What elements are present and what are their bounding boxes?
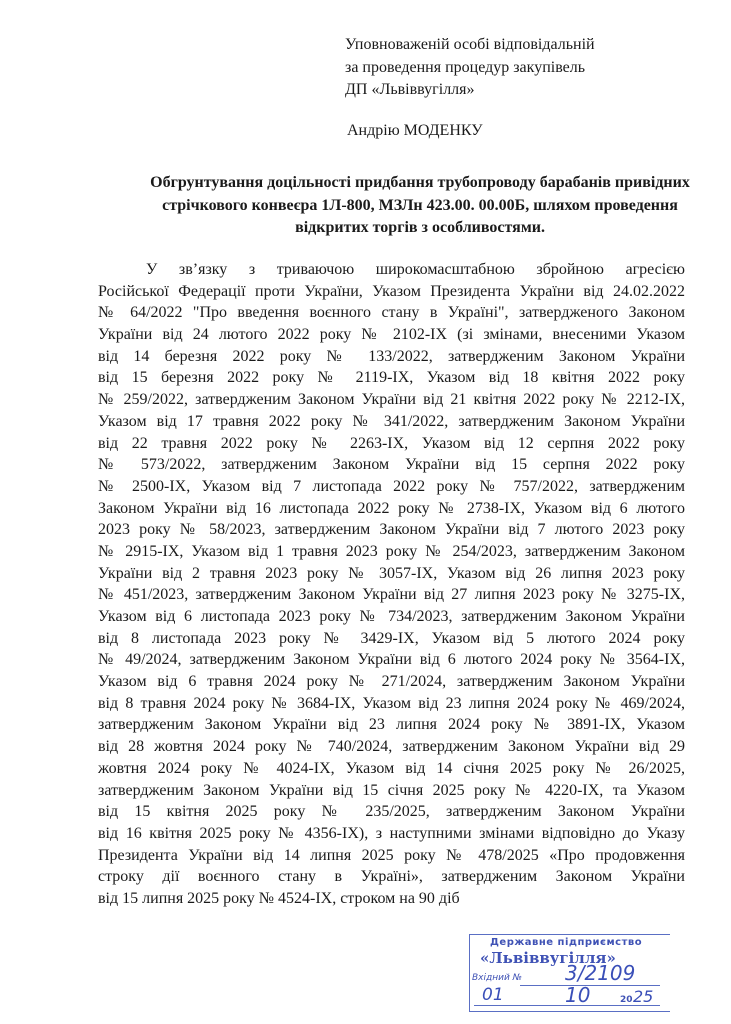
body-line: № 2915-IX, Указом від 1 травня 2023 року № 254/2023, затвердженим Законом bbox=[98, 542, 685, 560]
addressee-line: Уповноваженій особі відповідальній bbox=[345, 36, 595, 53]
body-line: від 8 травня 2024 року № 3684-IX, Указом від 23 липня 2024 року № 469/2024, bbox=[98, 694, 685, 712]
body-line: № 573/2022, затвердженим Законом України від 15 серпня 2022 року bbox=[98, 456, 685, 474]
body-line: від 28 жовтня 2024 року № 740/2024, затвердженим Законом України від 29 bbox=[98, 738, 685, 756]
body-line: від 15 липня 2025 року № 4524-IX, строком на 90 діб bbox=[98, 889, 460, 907]
body-line: жовтня 2024 року № 4024-IX, Указом від 14 січня 2025 року № 26/2025, bbox=[98, 759, 685, 777]
title-line: стрічкового конвеєра 1Л-800, МЗЛн 423.00. 00.00Б, шляхом проведення bbox=[162, 196, 678, 214]
stamp-incoming-number: 3/2109 bbox=[565, 961, 636, 985]
body-line: Президента України від 14 липня 2025 року № 478/2025 «Про продовження bbox=[98, 846, 685, 864]
body-line: строку дії воєнного стану в Україні», затвердженим Законом України bbox=[98, 868, 685, 886]
body-line: затвердженим Законом України від 15 січня 2025 року № 4220-IX, та Указом bbox=[98, 781, 685, 799]
body-line: № 64/2022 "Про введення воєнного стану в Україні", затвердженого Законом bbox=[98, 304, 685, 322]
body-line: № 451/2023, затвердженим Законом України від 27 липня 2023 року № 3275-IX, bbox=[98, 586, 685, 604]
body-line: У зв’язку з триваючою широкомасштабною збройною агресією bbox=[146, 261, 685, 278]
stamp-day: 01 bbox=[482, 985, 504, 1005]
body-line: України від 2 травня 2023 року № 3057-IX, Указом від 26 липня 2023 року bbox=[98, 564, 685, 582]
stamp-year-prefix: 20 bbox=[620, 995, 633, 1005]
body-line: від 16 квітня 2025 року № 4356-IX), з наступними змінами відповідно до Указу bbox=[98, 824, 685, 842]
body-line: 2023 року № 58/2023, затвердженим Законом України від 7 лютого 2023 року bbox=[98, 521, 685, 539]
body-line: від 15 березня 2022 року № 2119-IX, Указом від 18 квітня 2022 року bbox=[98, 369, 685, 387]
stamp-org-name: «Львіввугілля» bbox=[480, 949, 616, 967]
body-line: № 2500-IX, Указом від 7 листопада 2022 року № 757/2022, затвердженим bbox=[98, 477, 685, 495]
addressee-block bbox=[345, 34, 595, 102]
body-line: від 8 листопада 2023 року № 3429-IX, Указом від 5 лютого 2024 року bbox=[98, 629, 685, 647]
body-line: Указом від 6 листопада 2023 року № 734/2023, затвердженим Законом України bbox=[98, 608, 685, 625]
addressee-line: ДП «Львіввугілля» bbox=[345, 81, 475, 98]
stamp-incoming-label: Вхідний № bbox=[472, 973, 523, 983]
body-line: Указом від 17 травня 2022 року № 341/2022, затвердженим Законом України bbox=[98, 412, 685, 430]
incoming-stamp bbox=[469, 934, 670, 1012]
title-line: відкритих торгів з особливостями. bbox=[295, 219, 545, 236]
stamp-month: 10 bbox=[565, 983, 591, 1007]
body-line: від 15 квітня 2025 року № 235/2025, затвердженим Законом України bbox=[98, 803, 685, 821]
document-title bbox=[100, 172, 731, 240]
body-line: затвердженим Законом України від 23 липня 2024 року № 3891-IX, Указом bbox=[98, 716, 685, 734]
body-line: Указом від 6 травня 2024 року № 271/2024, затвердженим Законом України bbox=[98, 673, 685, 691]
body-line: № 259/2022, затвердженим Законом України від 21 квітня 2022 року № 2212-IX, bbox=[98, 391, 685, 409]
body-paragraph bbox=[98, 259, 685, 910]
body-line: Законом України від 16 листопада 2022 року № 2738-IX, Указом від 6 лютого bbox=[98, 499, 685, 517]
body-line: від 14 березня 2022 року № 133/2022, затвердженим Законом України bbox=[98, 347, 685, 365]
addressee-name: Андрію МОДЕНКУ bbox=[347, 122, 483, 139]
body-line: № 49/2024, затвердженим Законом України від 6 лютого 2024 року № 3564-IX, bbox=[98, 651, 685, 669]
stamp-org-type: Державне підприємство bbox=[490, 937, 643, 948]
body-line: Російської Федерації проти України, Указом Президента України від 24.02.2022 bbox=[98, 282, 685, 300]
stamp-year-suffix: 25 bbox=[633, 987, 654, 1006]
body-line: від 22 травня 2022 року № 2263-IX, Указом від 12 серпня 2022 року bbox=[98, 434, 685, 452]
body-line: України від 24 лютого 2022 року № 2102-IX (зі змінами, внесеними Указом bbox=[98, 326, 685, 344]
addressee-line: за проведення процедур закупівель bbox=[345, 58, 586, 76]
title-line: Обгрунтування доцільності придбання трубопроводу барабанів привідних bbox=[150, 174, 690, 191]
